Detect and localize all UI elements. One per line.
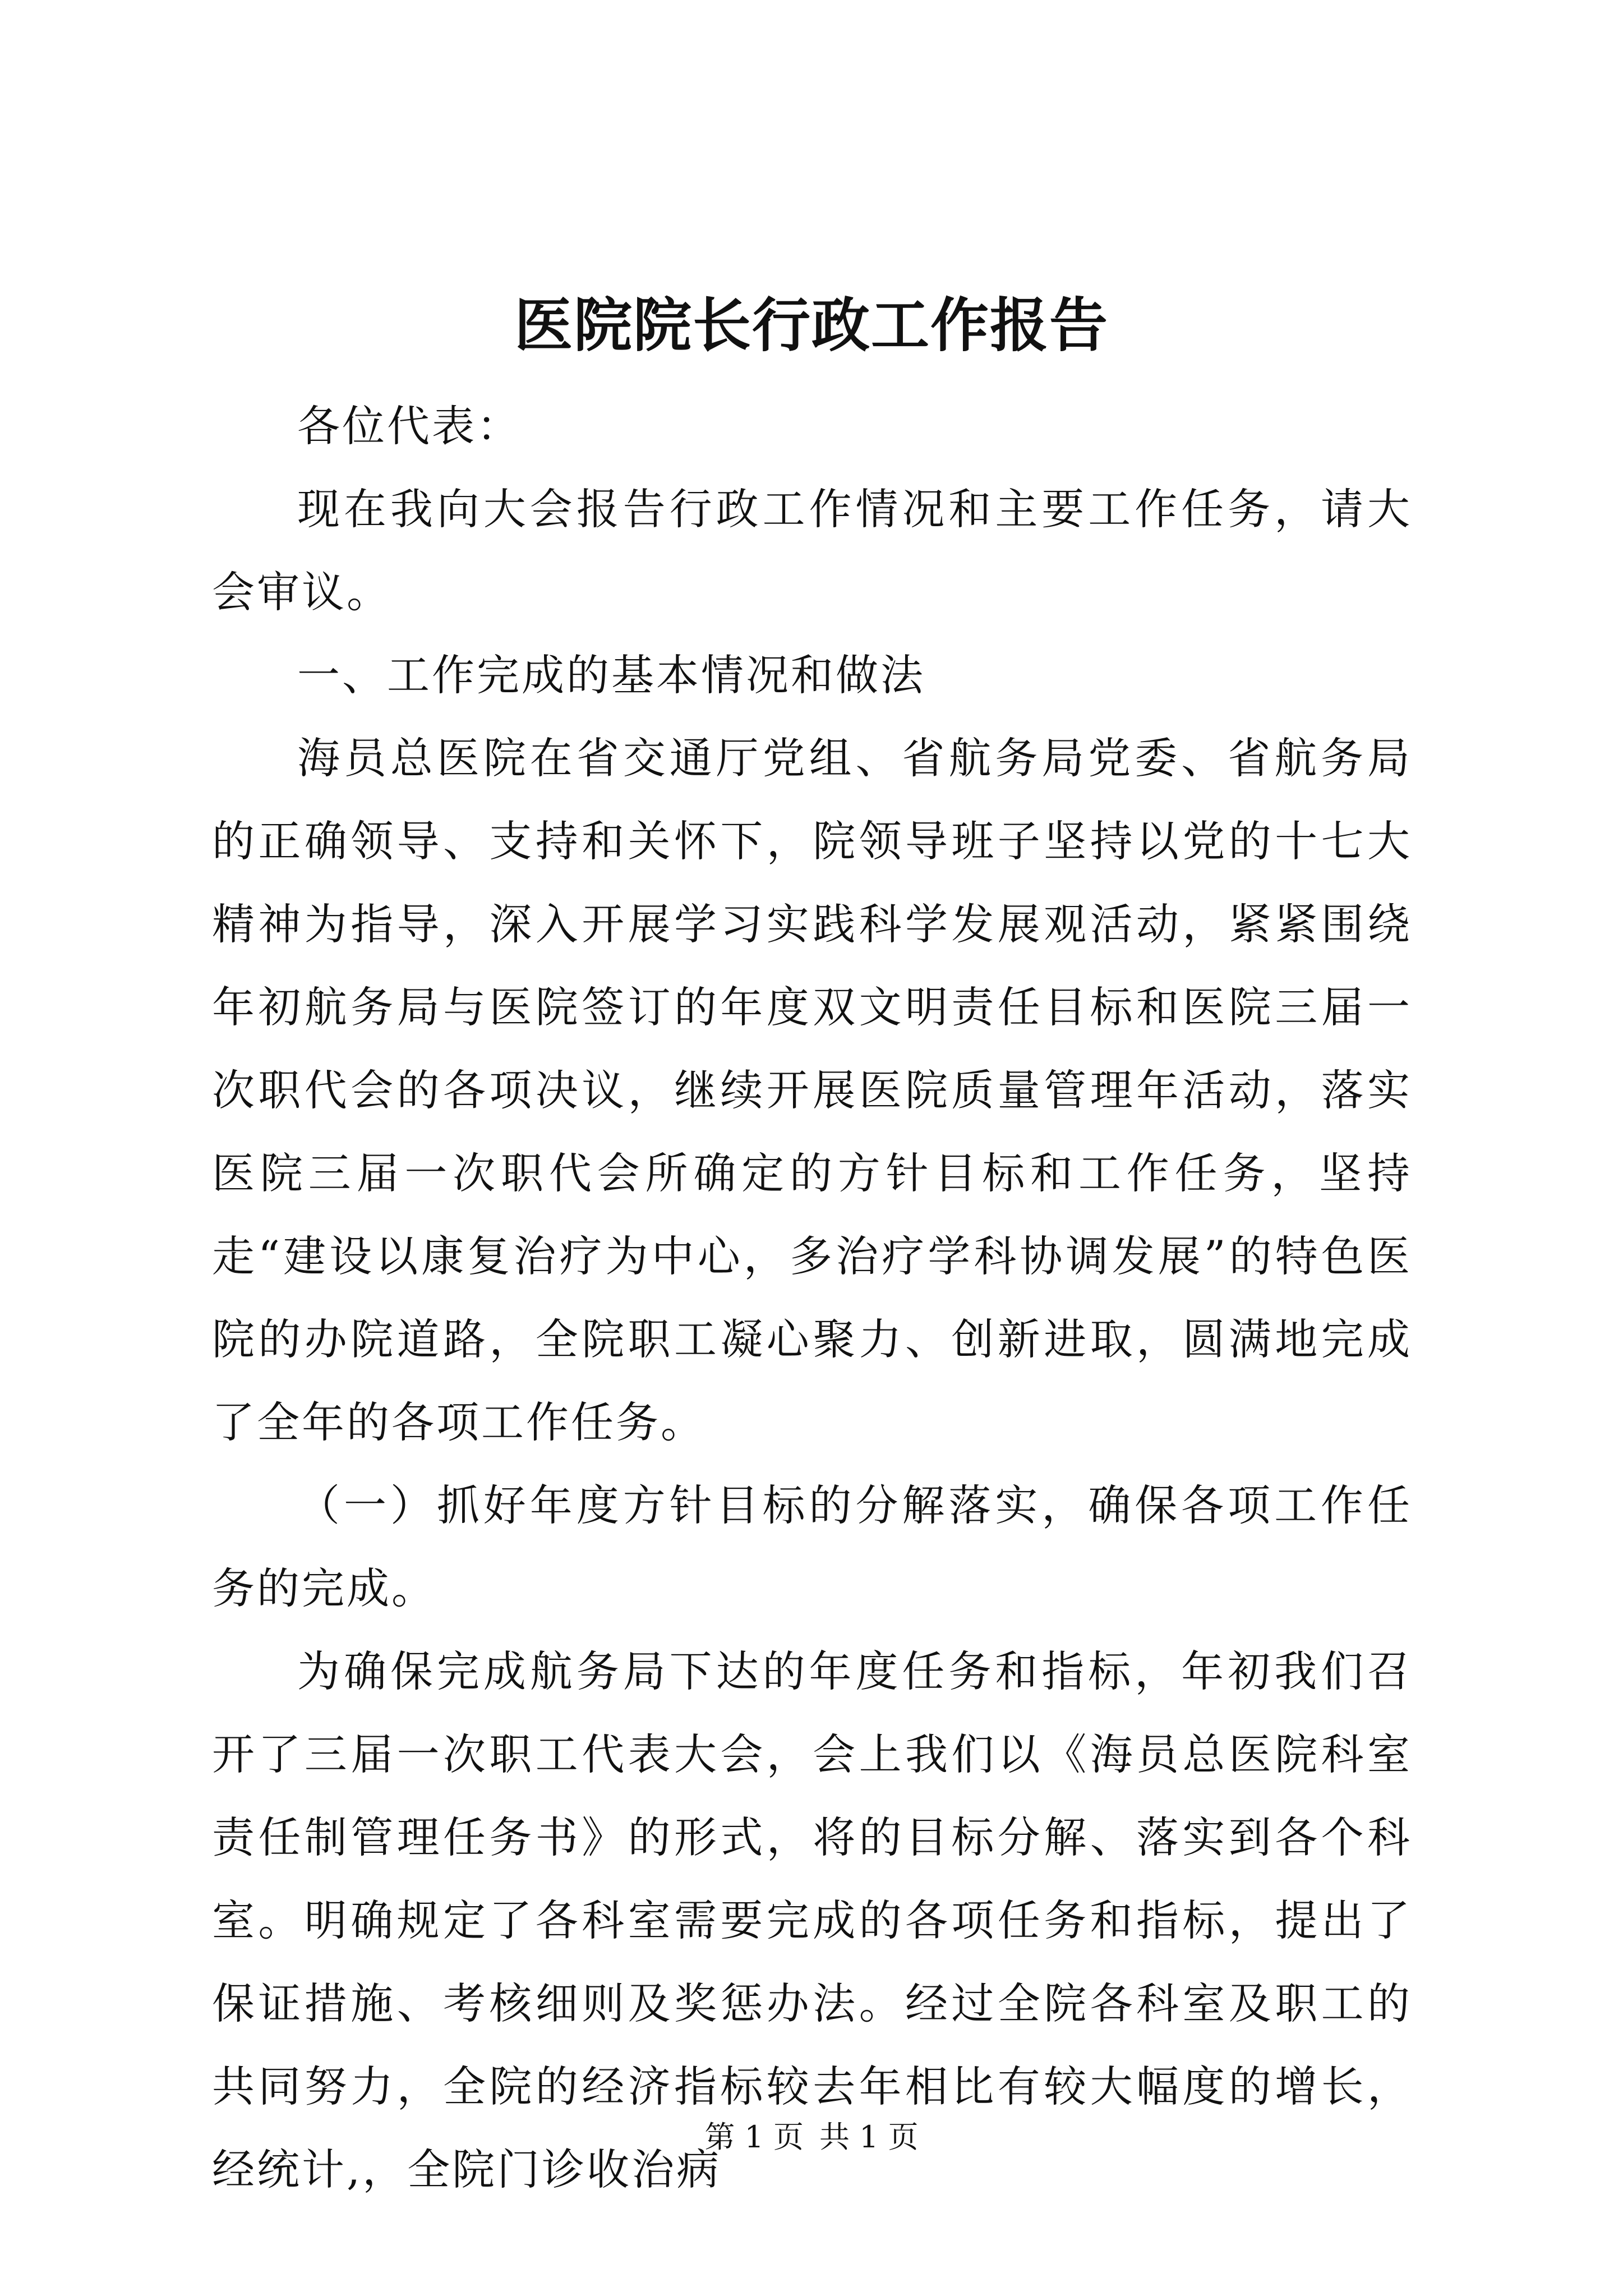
document-title: 医院院长行政工作报告 bbox=[514, 291, 1109, 360]
document-body bbox=[212, 385, 1412, 2211]
body-paragraph: 为确保完成航务局下达的年度任务和指标，年初我们召开了三届一次职工代表大会，会上我们以《海员总医院科室责任制管理任务书》的形式，将的目标分解、落实到各个科室。明确规定了各科室需要完成的各项任务和指标，提出了保证措施、考核细则及奖惩办法。经过全院各科室及职工的共同努力，全院的经济指标较去年相比有较大幅度的增长，经统计,，全院门诊收治病 bbox=[212, 1646, 1412, 2194]
page-footer bbox=[0, 2115, 1623, 2160]
page-number: 第 1 页 bbox=[704, 2119, 804, 2155]
salutation-paragraph: 各位代表： bbox=[297, 401, 522, 451]
body-paragraph: 海员总医院在省交通厅党组、省航务局党委、省航务局的正确领导、支持和关怀下，院领导班子坚持以党的十七大精神为指导，深入开展学习实践科学发展观活动，紧紧围绕年初航务局与医院签订的年度双文明责任目标和医院三届一次职代会的各项决议，继续开展医院质量管理年活动，落实医院三届一次职代会所确定的方针目标和工作任务，坚持走“建设以康复治疗为中心，多治疗学科协调发展”的特色医院的办院道路，全院职工凝心聚力、创新进取，圆满地完成了全年的各项工作任务。 bbox=[212, 733, 1412, 1447]
page-total: 共 1 页 bbox=[819, 2119, 919, 2155]
subsection-heading: （一）抓好年度方针目标的分解落实，确保各项工作任务的完成。 bbox=[212, 1480, 1412, 1613]
section-heading: 一、工作完成的基本情况和做法 bbox=[297, 650, 925, 700]
intro-paragraph: 现在我向大会报告行政工作情况和主要工作任务，请大会审议。 bbox=[212, 484, 1412, 617]
